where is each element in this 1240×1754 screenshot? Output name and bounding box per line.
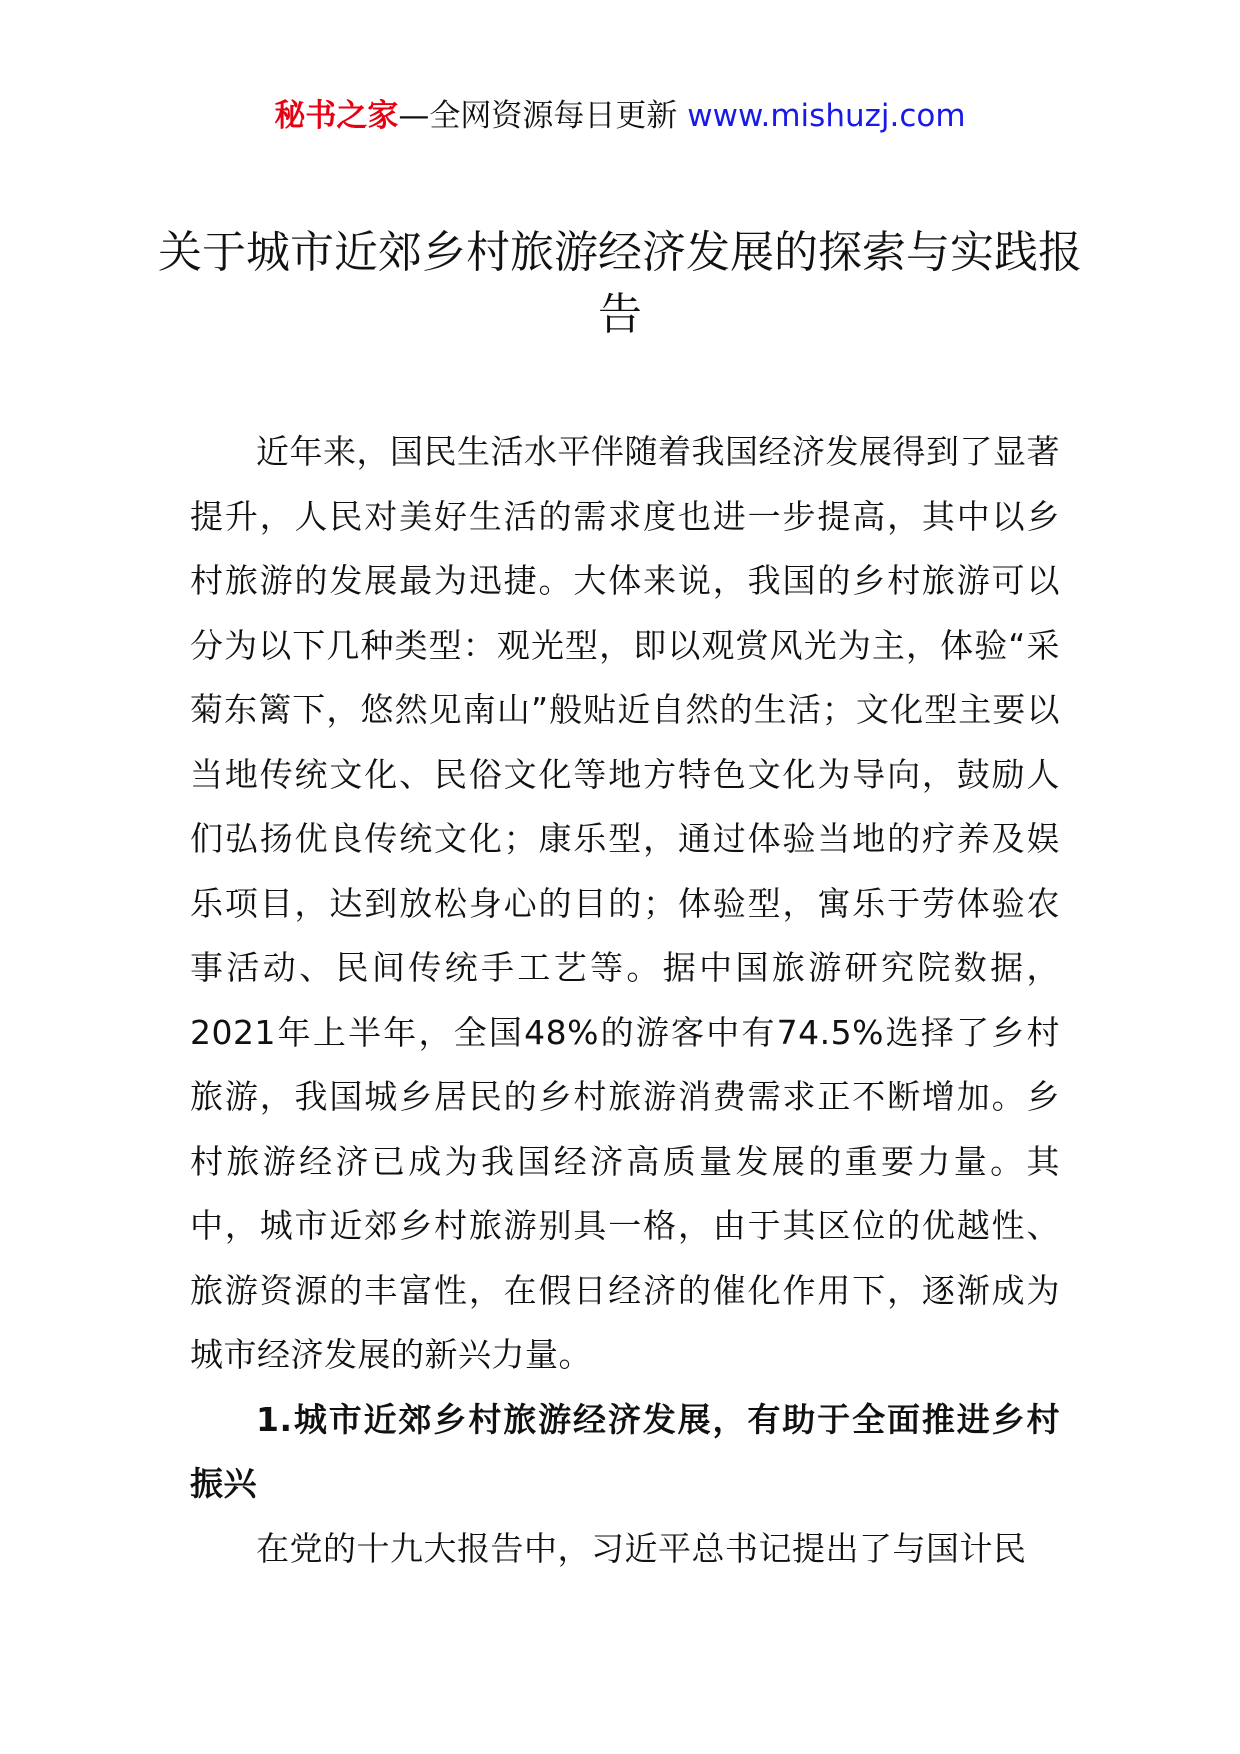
document-body — [190, 420, 1060, 1581]
site-url-link[interactable]: www.mishuzj.com — [687, 98, 966, 134]
paragraph-intro: 近年来，国民生活水平伴随着我国经济发展得到了显著提升，人民对美好生活的需求度也进一步提高，其中以乡村旅游的发展最为迅捷。大体来说，我国的乡村旅游可以分为以下几种类型：观光型，即以观赏风光为主，体验“采菊东篱下，悠然见南山”般贴近自然的生活；文化型主要以当地传统文化、民俗文化等地方特色文化为导向，鼓励人们弘扬优良传统文化；康乐型，通过体验当地的疗养及娱乐项目，达到放松身心的目的；体验型，寓乐于劳体验农事活动、民间传统手工艺等。据中国旅游研究院数据，2021年上半年，全国48%的游客中有74.5%选择了乡村旅游，我国城乡居民的乡村旅游消费需求正不断增加。乡村旅游经济已成为我国经济高质量发展的重要力量。其中，城市近郊乡村旅游别具一格，由于其区位的优越性、旅游资源的丰富性，在假日经济的催化作用下，逐渐成为城市经济发展的新兴力量。 — [190, 432, 1060, 1374]
site-slogan: —全网资源每日更新 — [398, 98, 688, 134]
paragraph-section-1: 在党的十九大报告中，习近平总书记提出了与国计民 — [256, 1528, 1027, 1568]
document-title: 关于城市近郊乡村旅游经济发展的探索与实践报告 — [158, 227, 1082, 340]
site-header — [0, 96, 1240, 136]
brand-name: 秘书之家 — [274, 98, 399, 134]
section-heading-1: 1.城市近郊乡村旅游经济发展，有助于全面推进乡村振兴 — [190, 1399, 1060, 1503]
